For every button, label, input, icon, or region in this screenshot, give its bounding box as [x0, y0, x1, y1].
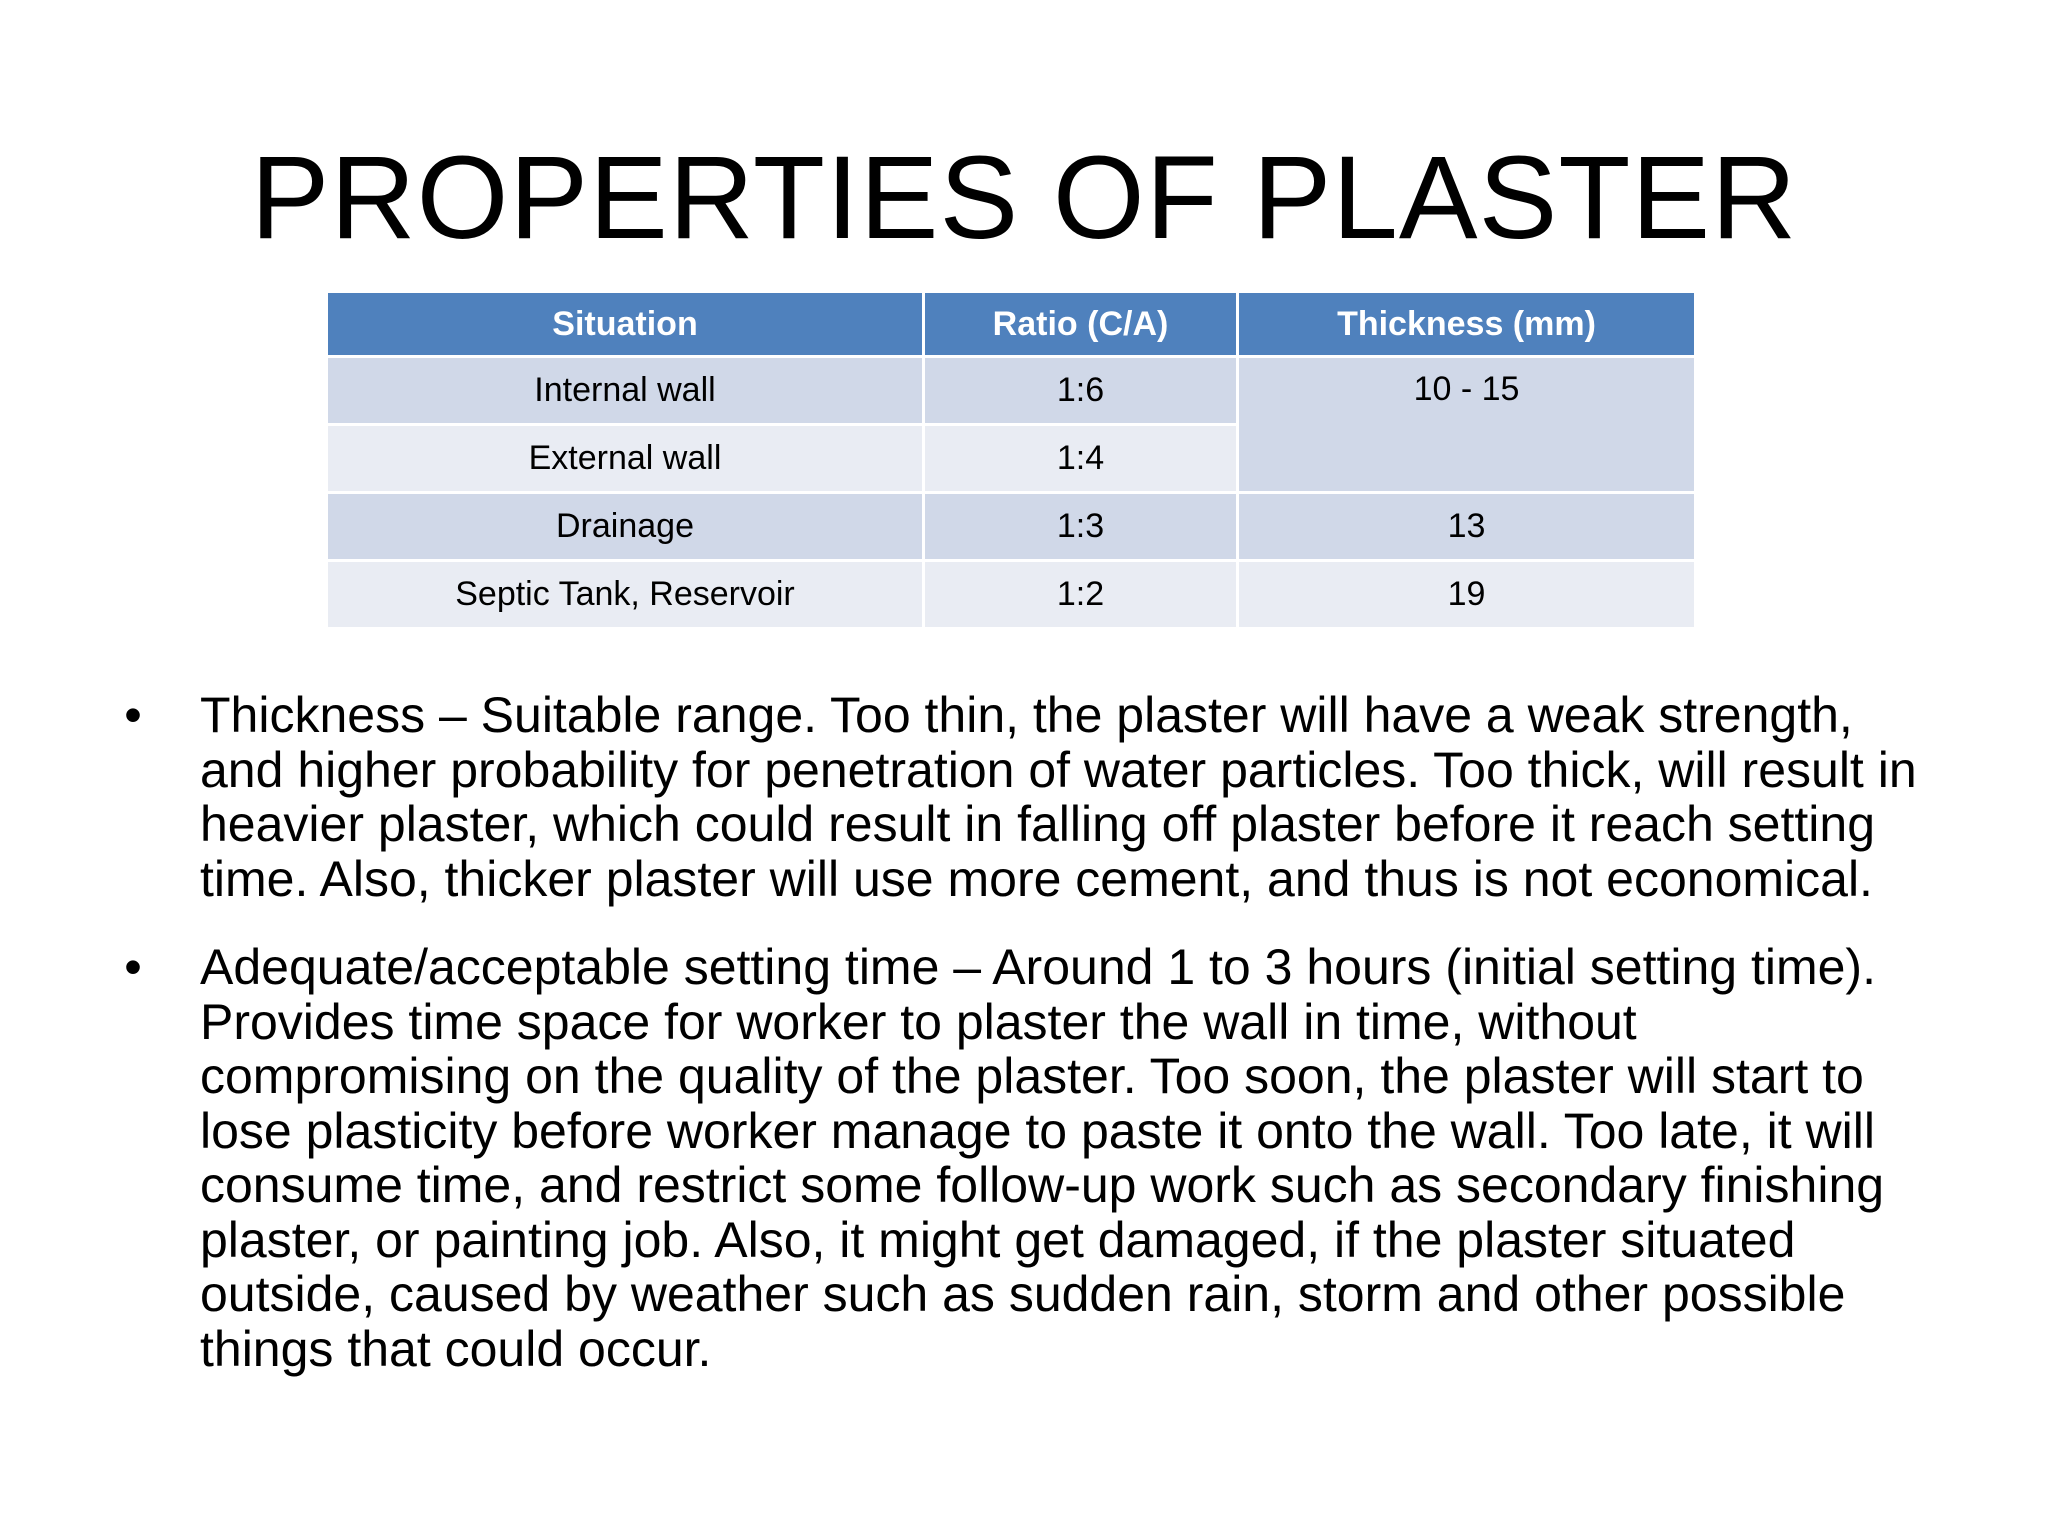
bullet-item-thickness — [118, 688, 1938, 906]
bullet-dot-icon: • — [124, 687, 142, 743]
table-header-row — [328, 293, 1694, 355]
cell-thickness: 13 — [1239, 494, 1694, 559]
cell-situation: External wall — [328, 426, 922, 491]
bullet-item-setting-time — [118, 940, 1938, 1376]
cell-ratio: 1:2 — [925, 562, 1236, 627]
cell-situation: Drainage — [328, 494, 922, 559]
cell-ratio: 1:6 — [925, 358, 1236, 423]
header-ratio: Ratio (C/A) — [925, 293, 1236, 355]
cell-situation: Septic Tank, Reservoir — [328, 562, 922, 627]
header-thickness: Thickness (mm) — [1239, 293, 1694, 355]
header-situation: Situation — [328, 293, 922, 355]
bullet-text: Adequate/acceptable setting time – Around 1 to 3 hours (initial setting time). Provides time space for worker to plaster the wall in time, without compromising on the quality of the plaster. Too soon, the plaster will start to lose plasticity before worker manage to paste it onto the wall. Too late, it will consume time, and restrict some follow-up work such as secondary finishing plaster, or painting job. Also, it might get damaged, if the plaster situated outside, caused by weather such as sudden rain, storm and other possible things that could occur. — [200, 939, 1885, 1377]
bullet-dot-icon: • — [124, 939, 142, 995]
table-row — [328, 358, 1694, 423]
plaster-properties-table — [325, 290, 1697, 630]
table-row — [328, 494, 1694, 559]
bullet-text: Thickness – Suitable range. Too thin, the plaster will have a weak strength, and higher probability for penetration of water particles. Too thick, will result in heavier plaster, which could result in falling off plaster before it reach setting time. Also, thicker plaster will use more cement, and thus is not economical. — [200, 687, 1917, 907]
cell-ratio: 1:4 — [925, 426, 1236, 491]
slide-title: PROPERTIES OF PLASTER — [250, 132, 1798, 264]
bullet-list — [118, 688, 1938, 1410]
cell-ratio: 1:3 — [925, 494, 1236, 559]
cell-thickness: 19 — [1239, 562, 1694, 627]
cell-situation: Internal wall — [328, 358, 922, 423]
cell-thickness: 10 - 15 — [1239, 358, 1694, 491]
table-row — [328, 562, 1694, 627]
